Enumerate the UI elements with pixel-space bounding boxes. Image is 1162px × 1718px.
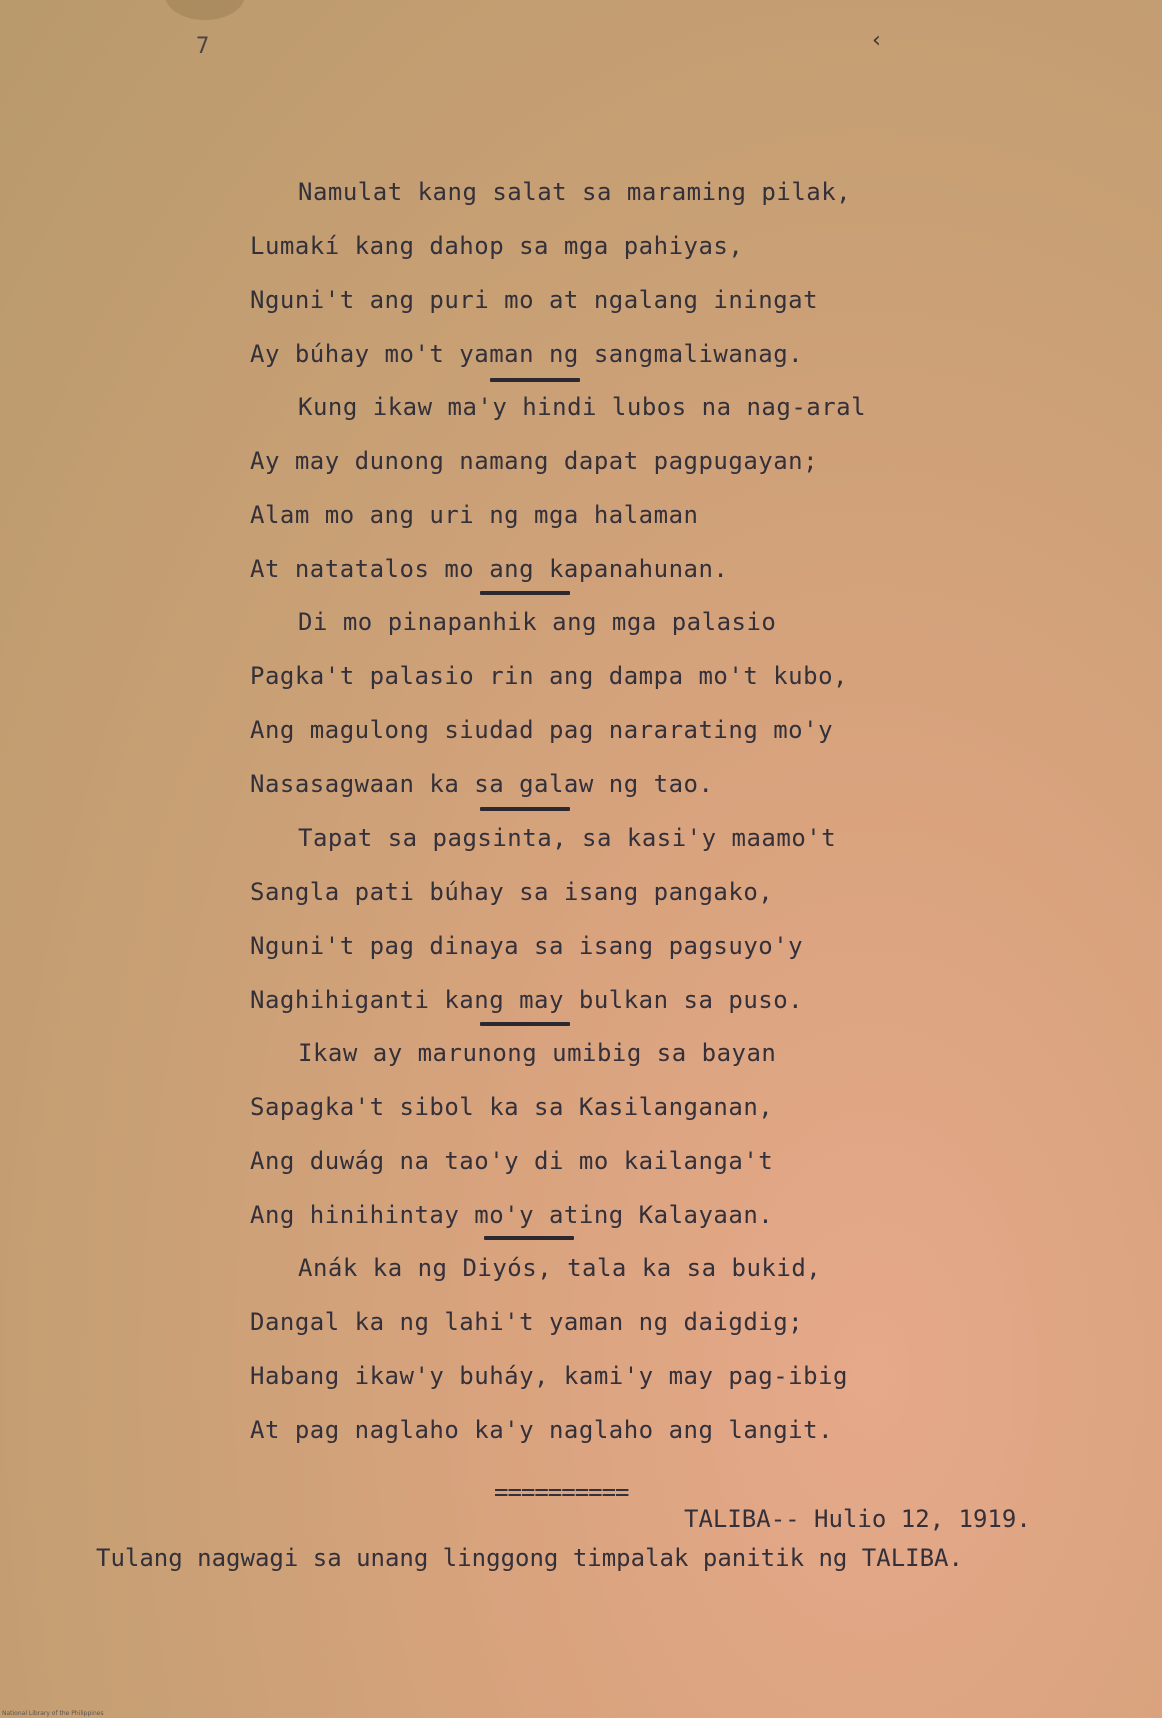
award-note: Tulang nagwagi sa unang linggong timpalak panitik ng TALIBA.: [96, 1544, 963, 1572]
archive-footer: National Library of the Philippines: [2, 1710, 104, 1717]
poem-line: Nguni't pag dinaya sa isang pagsuyo'y: [250, 932, 804, 960]
stanza-separator: [480, 807, 570, 811]
poem-line: Naghihiganti kang may bulkan sa puso.: [250, 986, 804, 1014]
poem-line: Nasasagwaan ka sa galaw ng tao.: [250, 770, 714, 798]
poem-line: Pagka't palasio rin ang dampa mo't kubo,: [250, 662, 848, 690]
poem-line: Ay may dunong namang dapat pagpugayan;: [250, 447, 819, 475]
poem-line: Namulat kang salat sa maraming pilak,: [298, 178, 852, 206]
poem-line: Habang ikaw'y buháy, kami'y may pag-ibig: [250, 1362, 848, 1390]
stanza-separator: [480, 1022, 570, 1026]
poem-line: Ang magulong siudad pag nararating mo'y: [250, 716, 834, 744]
poem-line: Anák ka ng Diyós, tala ka sa bukid,: [298, 1254, 822, 1282]
poem-line: Di mo pinapanhik ang mga palasio: [298, 608, 777, 636]
poem-line: Ang duwág na tao'y di mo kailanga't: [250, 1147, 774, 1175]
poem-line: Nguni't ang puri mo at ngalang iningat: [250, 286, 819, 314]
poem-line: Dangal ka ng lahi't yaman ng daigdig;: [250, 1308, 804, 1336]
poem-line: Ikaw ay marunong umibig sa bayan: [298, 1039, 777, 1067]
poem-line: Ay búhay mo't yaman ng sangmaliwanag.: [250, 340, 804, 368]
poem-line: Ang hinihintay mo'y ating Kalayaan.: [250, 1201, 774, 1229]
poem-line: Sapagka't sibol ka sa Kasilanganan,: [250, 1093, 774, 1121]
source-citation: TALIBA-- Hulio 12, 1919.: [684, 1505, 1031, 1533]
page-marker: 7: [196, 34, 210, 59]
stanza-separator: [480, 591, 570, 595]
poem-line: Alam mo ang uri ng mga halaman: [250, 501, 699, 529]
paper-stain: [165, 0, 245, 20]
poem-line: At natatalos mo ang kapanahunan.: [250, 555, 729, 583]
poem-line: Sangla pati búhay sa isang pangako,: [250, 878, 774, 906]
poem-line: Tapat sa pagsinta, sa kasi'y maamo't: [298, 824, 837, 852]
stanza-separator: [484, 1236, 574, 1240]
poem-line: Kung ikaw ma'y hindi lubos na nag-aral: [298, 393, 867, 421]
end-separator: ==========: [494, 1478, 629, 1506]
poem-line: Lumakí kang dahop sa mga pahiyas,: [250, 232, 744, 260]
stanza-separator: [490, 378, 580, 382]
poem-line: At pag naglaho ka'y naglaho ang langit.: [250, 1416, 834, 1444]
corner-mark: ‹: [870, 28, 884, 53]
